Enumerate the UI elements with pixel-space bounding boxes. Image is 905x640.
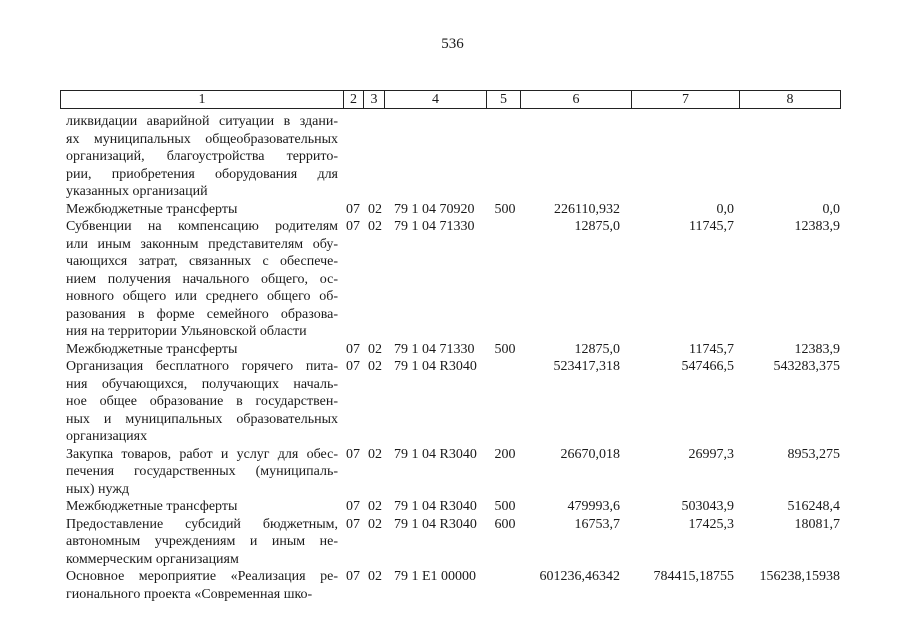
header-col-6: 6 [521, 91, 632, 108]
description-line: Субвенции на компенсацию родителям [66, 219, 338, 234]
cell-col-3: 02 [368, 359, 382, 374]
row-description [66, 516, 338, 569]
description-line: Организация бесплатного горячего пита- [66, 359, 338, 374]
description-line: рии, приобретения оборудования для [66, 166, 338, 182]
table-header [60, 90, 841, 109]
cell-col-5: 500 [494, 201, 516, 217]
cell-col-3: 02 [368, 516, 382, 532]
description-line: ликвидации аварийной ситуации в здани- [66, 114, 338, 129]
description-line: Предоставление субсидий бюджетным, [66, 516, 338, 532]
cell-col-6: 16753,7 [574, 516, 620, 532]
cell-col-5: 500 [494, 341, 516, 357]
description-line: ных и муниципальных образовательных [66, 411, 338, 427]
row-description [66, 341, 338, 359]
description-line: автономным учреждениям и иным не- [66, 534, 338, 549]
cell-col-8: 18081,7 [794, 516, 840, 532]
cell-col-8: 8953,275 [787, 446, 840, 462]
description-line: Основное мероприятие «Реализация ре- [66, 569, 338, 584]
cell-col-8: 543283,375 [773, 359, 840, 374]
cell-col-6: 479993,6 [567, 499, 620, 514]
cell-col-3: 02 [368, 499, 382, 514]
cell-col-4: 79 1 04 70920 [394, 201, 475, 217]
cell-col-3: 02 [368, 446, 382, 462]
cell-col-7: 11745,7 [689, 219, 734, 234]
cell-col-7: 26997,3 [688, 446, 734, 462]
cell-col-2: 07 [346, 569, 360, 584]
cell-col-5: 200 [494, 446, 516, 462]
description-line: Межбюджетные трансферты [66, 499, 238, 514]
row-description [66, 446, 338, 499]
row-description [66, 218, 338, 341]
cell-col-8: 156238,15938 [759, 569, 840, 584]
cell-col-3: 02 [368, 341, 382, 357]
cell-col-6: 12875,0 [574, 341, 620, 357]
cell-col-7: 503043,9 [681, 499, 734, 514]
cell-col-4: 79 1 04 R3040 [394, 359, 477, 374]
description-line: ния на территории Ульяновской области [66, 324, 307, 339]
row-description [66, 358, 338, 446]
row-description [66, 568, 338, 603]
cell-col-5: 500 [494, 499, 516, 514]
cell-col-7: 784415,18755 [653, 569, 734, 584]
header-col-2: 2 [344, 91, 364, 108]
cell-col-2: 07 [346, 201, 360, 217]
cell-col-4: 79 1 04 R3040 [394, 446, 477, 462]
description-line: Межбюджетные трансферты [66, 341, 238, 357]
row-description [66, 201, 338, 219]
description-line: или иным законным представителям обу- [66, 236, 338, 252]
description-line: нием получения начального общего, ос- [66, 271, 338, 287]
cell-col-7: 547466,5 [681, 359, 734, 374]
cell-col-8: 516248,4 [787, 499, 840, 514]
cell-col-7: 17425,3 [688, 516, 734, 532]
description-line: ния обучающихся, получающих началь- [66, 376, 338, 392]
cell-col-2: 07 [346, 359, 360, 374]
description-line: ное общее образование в государствен- [66, 394, 338, 409]
cell-col-6: 523417,318 [553, 359, 620, 374]
cell-col-7: 11745,7 [689, 341, 734, 357]
description-line: ях муниципальных общеобразовательных [66, 131, 338, 147]
description-line: ных) нужд [66, 481, 130, 497]
row-description [66, 113, 338, 201]
header-col-4: 4 [385, 91, 487, 108]
header-col-7: 7 [632, 91, 740, 108]
cell-col-6: 12875,0 [574, 219, 620, 234]
header-col-8: 8 [786, 92, 794, 107]
description-line: Закупка товаров, работ и услуг для обес- [66, 446, 338, 462]
cell-col-5: 600 [494, 516, 516, 532]
cell-col-2: 07 [346, 499, 360, 514]
cell-col-2: 07 [346, 516, 360, 532]
cell-col-8: 12383,9 [794, 219, 840, 234]
description-line: разования в форме семейного образова- [66, 306, 338, 322]
cell-col-6: 26670,018 [560, 446, 620, 462]
header-col-1: 1 [61, 91, 344, 108]
description-line: указанных организаций [66, 184, 208, 199]
cell-col-4: 79 1 04 R3040 [394, 516, 477, 532]
cell-col-4: 79 1 04 71330 [394, 341, 475, 357]
page-number: 536 [441, 36, 464, 52]
cell-col-4: 79 1 04 R3040 [394, 499, 477, 514]
cell-col-6: 226110,932 [554, 201, 620, 217]
description-line: гионального проекта «Современная шко- [66, 586, 313, 602]
cell-col-2: 07 [346, 219, 360, 234]
cell-col-3: 02 [368, 219, 382, 234]
cell-col-7: 0,0 [716, 201, 734, 217]
cell-col-2: 07 [346, 446, 360, 462]
cell-col-4: 79 1 E1 00000 [394, 569, 477, 584]
cell-col-4: 79 1 04 71330 [394, 219, 475, 234]
description-line: новного общего или среднего общего об- [66, 289, 338, 304]
cell-col-3: 02 [368, 569, 382, 584]
header-col-5: 5 [487, 91, 521, 108]
cell-col-2: 07 [346, 341, 360, 357]
cell-col-8: 12383,9 [794, 341, 840, 357]
description-line: чающихся затрат, связанных с обеспече- [66, 254, 338, 269]
cell-col-6: 601236,46342 [539, 569, 620, 584]
cell-col-3: 02 [368, 201, 382, 217]
description-line: Межбюджетные трансферты [66, 201, 238, 217]
header-col-3: 3 [364, 91, 385, 108]
description-line: организаций, благоустройства террито- [66, 149, 338, 164]
description-line: печения государственных (муниципаль- [66, 464, 338, 479]
description-line: организациях [66, 429, 148, 444]
cell-col-8: 0,0 [822, 201, 840, 217]
row-description [66, 498, 338, 516]
description-line: коммерческим организациям [66, 551, 239, 567]
